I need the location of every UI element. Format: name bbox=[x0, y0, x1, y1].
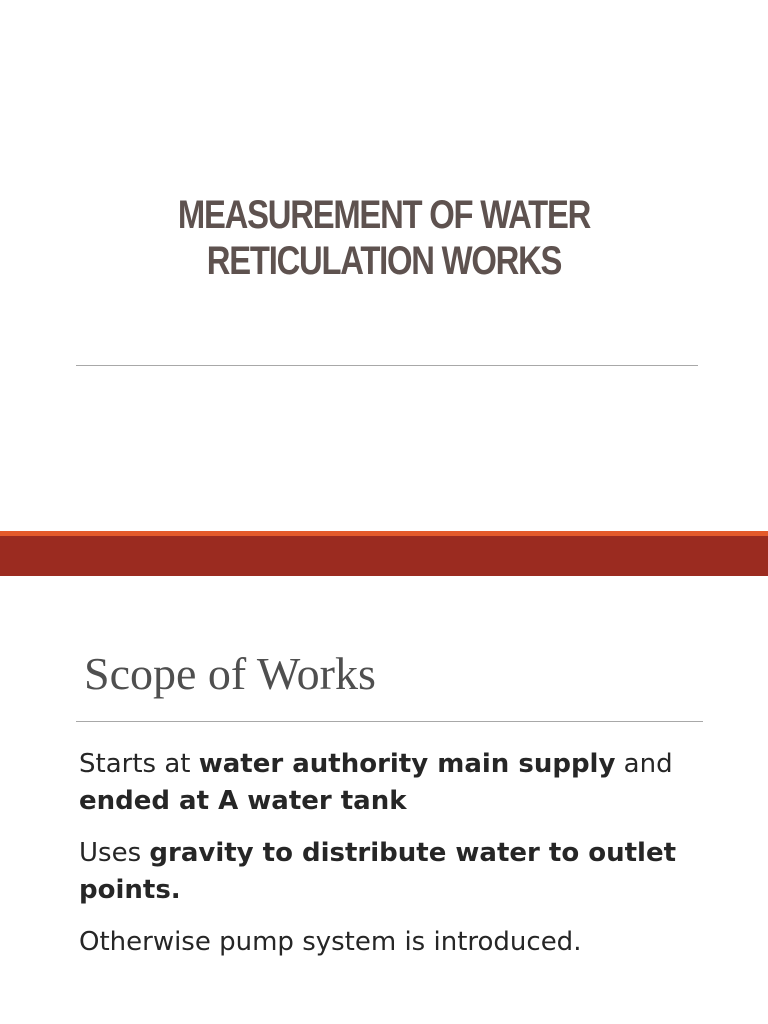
bullet-text: and bbox=[615, 749, 673, 779]
slide-title bbox=[69, 192, 699, 284]
bullet-list bbox=[79, 746, 719, 976]
heading-divider bbox=[76, 721, 703, 722]
content-slide bbox=[0, 576, 768, 1024]
title-line-2: RETICULATION WORKS bbox=[206, 239, 562, 283]
bullet-bold-text: water authority main supply bbox=[198, 749, 616, 779]
bullet-item bbox=[79, 746, 719, 820]
bullet-text: Otherwise pump system is introduced. bbox=[79, 927, 582, 957]
bullet-item bbox=[79, 924, 719, 961]
bullet-bold-text: gravity to distribute water to outlet points. bbox=[79, 838, 677, 905]
bullet-bold-text: ended at A water tank bbox=[79, 786, 407, 816]
section-heading: Scope of Works bbox=[84, 648, 376, 699]
title-divider bbox=[76, 365, 698, 366]
bullet-item bbox=[79, 835, 719, 909]
bullet-text: Starts at bbox=[79, 749, 199, 779]
title-line-1: MEASUREMENT OF WATER bbox=[177, 193, 591, 237]
accent-band bbox=[0, 536, 768, 576]
bullet-text: Uses bbox=[79, 838, 150, 868]
